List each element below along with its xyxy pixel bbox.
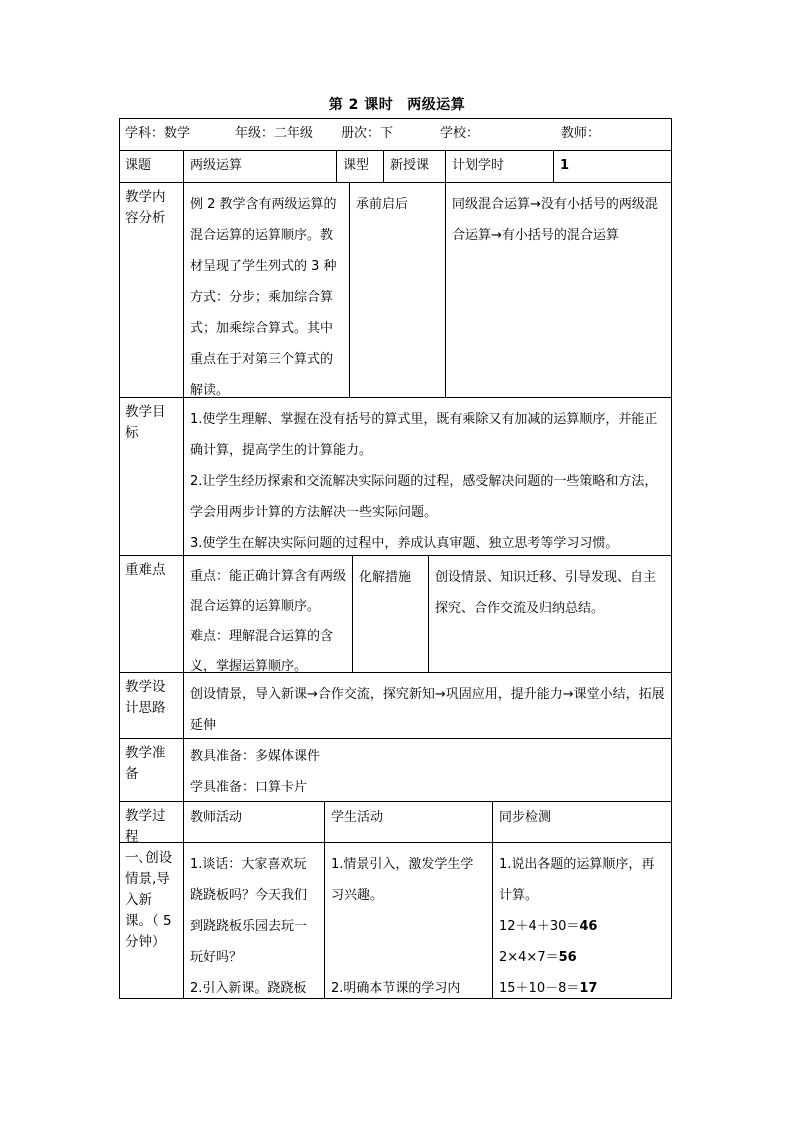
lesson-topic: 两级运算 bbox=[407, 97, 466, 113]
content-analysis-row bbox=[119, 182, 672, 397]
process-header-row bbox=[119, 801, 672, 845]
student-prep: 学具准备：口算卡片 bbox=[190, 780, 308, 795]
process-label: 教学过程 bbox=[125, 808, 166, 845]
teacher-activity-1: 1.谈话：大家喜欢玩跷跷板吗？今天我们到跷跷板乐园去玩一玩好吗？ bbox=[190, 857, 308, 965]
objective-item: 2.让学生经历探索和交流解决实际问题的过程，感受解决问题的一些策略和方法，学会用两步计算的方法解决一些实际问题。 bbox=[190, 474, 658, 520]
sync-check bbox=[492, 843, 672, 999]
measures-text: 创设情景、知识迁移、引导发现、自主探究、合作交流及归纳总结。 bbox=[428, 556, 672, 672]
key-points-row bbox=[119, 555, 672, 672]
type-label: 课型 bbox=[336, 151, 383, 182]
preparation-row bbox=[119, 738, 672, 801]
measures-label: 化解措施 bbox=[352, 556, 428, 672]
student-activity-1: 1.情景引入，激发学生学习兴趣。 bbox=[331, 857, 474, 903]
link-label: 承前启后 bbox=[349, 183, 445, 397]
link-text: 同级混合运算→没有小括号的两级混合运算→有小括号的混合运算 bbox=[445, 183, 672, 397]
type-value: 新授课 bbox=[383, 151, 445, 182]
objectives-label: 教学目标 bbox=[125, 404, 166, 441]
lesson-number: 第 2 课时 bbox=[328, 97, 394, 113]
objectives-row bbox=[119, 397, 672, 555]
key-points-label: 重难点 bbox=[125, 562, 166, 578]
header-row bbox=[119, 118, 672, 150]
process-stage-row bbox=[119, 842, 672, 999]
hours-label: 计划学时 bbox=[445, 151, 553, 182]
student-activity-2: 2.明确本节课的学习内 bbox=[331, 981, 461, 996]
col-student: 学生活动 bbox=[324, 802, 492, 842]
student-activity bbox=[324, 843, 492, 999]
check-expression: 15＋10－8＝17 bbox=[499, 981, 598, 996]
volume: 册次：下 bbox=[341, 126, 394, 141]
teacher: 教师： bbox=[561, 126, 601, 141]
hours-value: 1 bbox=[553, 151, 672, 182]
objective-item: 1.使学生理解、掌握在没有括号的算式里，既有乘除又有加减的运算顺序，并能正确计算，提高学生的计算能力。 bbox=[190, 412, 658, 458]
teacher-activity-2: 2.引入新课。跷跷板 bbox=[190, 981, 307, 996]
grade: 年级：二年级 bbox=[235, 126, 314, 141]
design-text: 创设情景，导入新课→合作交流，探究新知→巩固应用，提升能力→课堂小结，拓展延伸 bbox=[183, 673, 672, 738]
preparation-content bbox=[183, 739, 672, 801]
stage-label: 一､创设情景,导入新课。（ 5 分钟） bbox=[125, 850, 173, 950]
col-check: 同步检测 bbox=[492, 802, 672, 842]
teacher-activity bbox=[183, 843, 324, 999]
school: 学校： bbox=[440, 126, 480, 141]
preparation-label: 教学准备 bbox=[125, 745, 166, 782]
design-label: 教学设计思路 bbox=[125, 679, 166, 716]
key-points-content bbox=[183, 556, 352, 672]
design-row bbox=[119, 672, 672, 738]
objective-item: 3.使学生在解决实际问题的过程中，养成认真审题、独立思考等学习习惯。 bbox=[190, 536, 619, 551]
topic-label: 课题 bbox=[125, 158, 152, 173]
key-point: 重点：能正确计算含有两级混合运算的运算顺序。 bbox=[190, 569, 347, 614]
topic-value: 两级运算 bbox=[183, 151, 336, 182]
col-teacher: 教师活动 bbox=[183, 802, 324, 842]
content-analysis-label: 教学内容分析 bbox=[125, 189, 166, 226]
check-expression: 12＋4＋30＝46 bbox=[499, 919, 598, 934]
content-analysis-text: 例 2 教学含有两级运算的混合运算的运算顺序。教材呈现了学生列式的 3 种方式：分步；乘加综合算式；加乘综合算式。其中重点在于对第三个算式的解读。 bbox=[183, 183, 349, 397]
difficulty-point: 难点：理解混合运算的含义，掌握运算顺序。 bbox=[190, 629, 334, 674]
page-title bbox=[0, 95, 794, 115]
subject: 学科：数学 bbox=[125, 126, 191, 141]
teacher-prep: 教具准备：多媒体课件 bbox=[190, 749, 321, 764]
topic-row bbox=[119, 150, 672, 182]
check-intro: 1.说出各题的运算顺序，再计算。 bbox=[499, 857, 655, 903]
check-expression: 2×4×7＝56 bbox=[499, 950, 577, 965]
objectives-content bbox=[183, 398, 672, 555]
